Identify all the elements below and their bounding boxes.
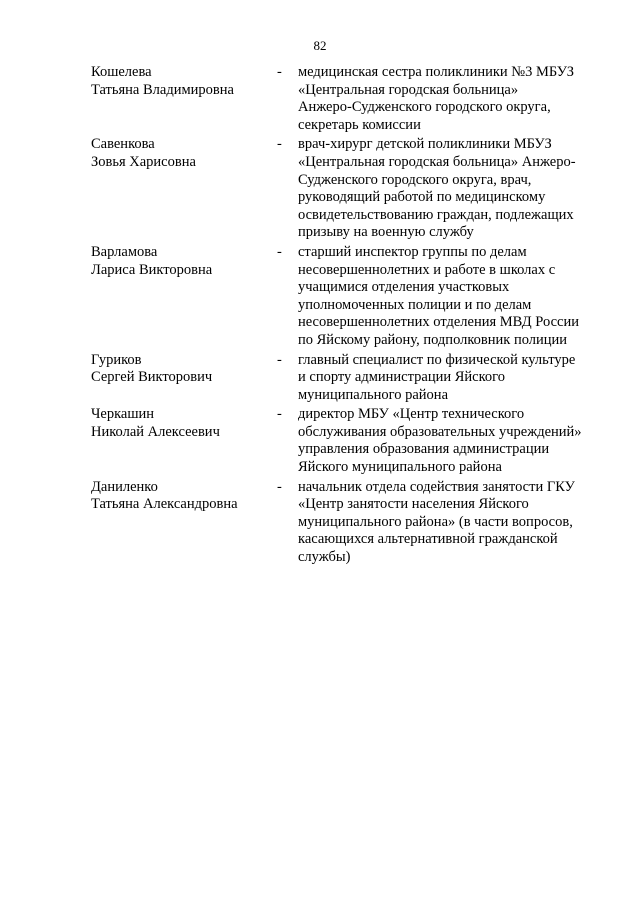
member-role bbox=[298, 479, 598, 567]
member-name bbox=[91, 352, 266, 387]
role-line: «Центральная городская больница» Анжеро- bbox=[298, 153, 576, 170]
role-line: муниципального района» (в части вопросов, bbox=[298, 513, 573, 530]
member-role bbox=[298, 136, 598, 242]
member-name bbox=[91, 406, 266, 441]
role-line: старший инспектор группы по делам bbox=[298, 243, 527, 260]
separator-dash: - bbox=[277, 351, 282, 368]
member-entry bbox=[91, 406, 601, 476]
member-entry bbox=[91, 64, 601, 134]
member-surname: Гуриков bbox=[91, 351, 142, 368]
role-line: уполномоченных полиции и по делам bbox=[298, 296, 532, 313]
separator-dash: - bbox=[277, 64, 282, 80]
commission-member-list bbox=[91, 64, 601, 569]
role-line: руководящий работой по медицинскому bbox=[298, 189, 546, 206]
member-surname: Даниленко bbox=[91, 478, 158, 495]
member-name bbox=[91, 64, 266, 99]
member-role bbox=[298, 244, 598, 350]
member-given-names: Лариса Викторовна bbox=[91, 261, 213, 278]
member-entry bbox=[91, 136, 601, 242]
member-given-names: Татьяна Александровна bbox=[91, 496, 238, 513]
member-role bbox=[298, 64, 598, 134]
member-name bbox=[91, 479, 266, 514]
member-role bbox=[298, 406, 598, 476]
separator-dash: - bbox=[277, 406, 282, 423]
member-given-names: Зовья Харисовна bbox=[91, 153, 196, 170]
role-line: медицинская сестра поликлиники №3 МБУЗ bbox=[298, 64, 575, 80]
role-line: Судженского городского округа, врач, bbox=[298, 171, 532, 188]
role-line: «Центральная городская больница» bbox=[298, 81, 519, 98]
role-line: начальник отдела содействия занятости ГКУ bbox=[298, 478, 575, 495]
member-surname: Варламова bbox=[91, 243, 158, 260]
role-line: призыву на военную службу bbox=[298, 224, 474, 241]
page-number: 82 bbox=[313, 38, 327, 53]
member-name bbox=[91, 136, 266, 171]
member-role bbox=[298, 352, 598, 405]
member-entry bbox=[91, 244, 601, 350]
member-surname: Савенкова bbox=[91, 136, 155, 153]
member-entry bbox=[91, 352, 601, 405]
member-given-names: Сергей Викторович bbox=[91, 369, 213, 386]
role-line: освидетельствованию граждан, подлежащих bbox=[298, 206, 574, 223]
member-name bbox=[91, 244, 266, 279]
role-line: Анжеро-Судженского городского округа, bbox=[298, 99, 551, 116]
role-line: несовершеннолетних и работе в школах с bbox=[298, 261, 556, 278]
role-line: и спорту администрации Яйского bbox=[298, 369, 505, 386]
role-line: муниципального района bbox=[298, 386, 448, 403]
role-line: секретарь комиссии bbox=[298, 116, 421, 133]
role-line: управления образования администрации bbox=[298, 441, 550, 458]
role-line: по Яйскому району, подполковник полиции bbox=[298, 331, 568, 348]
role-line: «Центр занятости населения Яйского bbox=[298, 496, 529, 513]
separator-dash: - bbox=[277, 243, 282, 260]
member-entry bbox=[91, 479, 601, 567]
role-line: касающихся альтернативной гражданской bbox=[298, 531, 558, 548]
role-line: службы) bbox=[298, 549, 351, 566]
role-line: несовершеннолетних отделения МВД России bbox=[298, 314, 580, 331]
role-line: директор МБУ «Центр технического bbox=[298, 406, 525, 423]
role-line: Яйского муниципального района bbox=[298, 459, 502, 476]
member-surname: Черкашин bbox=[91, 406, 155, 423]
member-given-names: Татьяна Владимировна bbox=[91, 81, 234, 98]
role-line: врач-хирург детской поликлиники МБУЗ bbox=[298, 136, 552, 153]
separator-dash: - bbox=[277, 136, 282, 153]
separator-dash: - bbox=[277, 478, 282, 495]
member-given-names: Николай Алексеевич bbox=[91, 423, 220, 440]
role-line: главный специалист по физической культуре bbox=[298, 351, 576, 368]
role-line: учащимися отделения участковых bbox=[298, 279, 510, 296]
member-surname: Кошелева bbox=[91, 64, 152, 80]
role-line: обслуживания образовательных учреждений» bbox=[298, 423, 582, 440]
